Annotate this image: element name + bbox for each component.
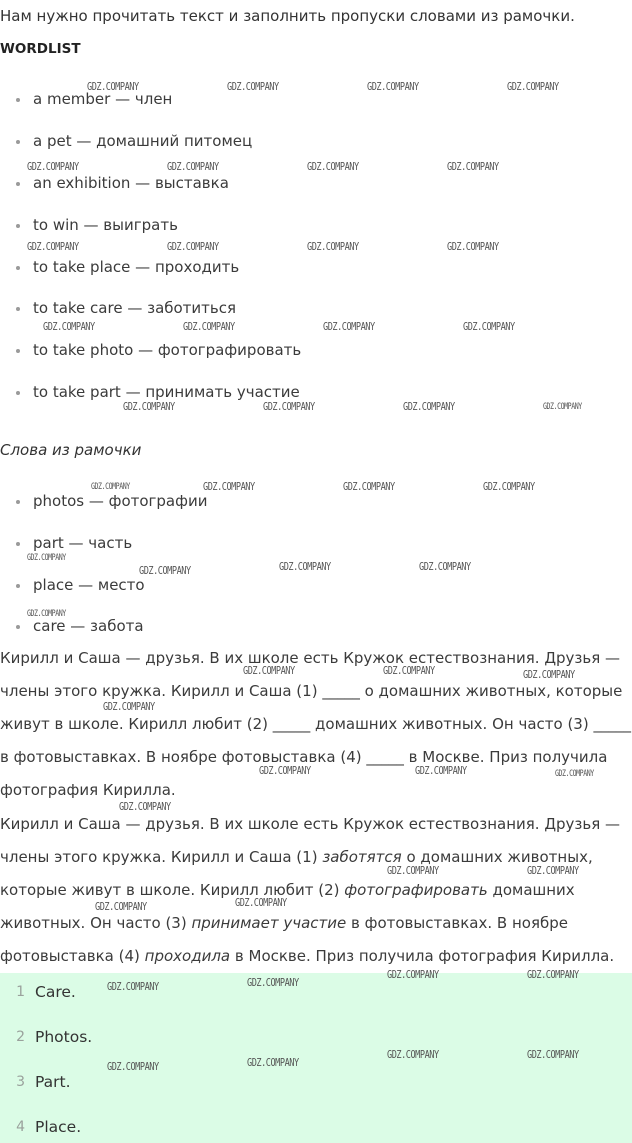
watermark: GDZ.COMPANY <box>279 560 331 573</box>
text-line: фотография Кирилла. <box>0 781 176 799</box>
watermark: GDZ.COMPANY <box>447 240 499 253</box>
watermark: GDZ.COMPANY <box>523 668 575 681</box>
watermark: GDZ.COMPANY <box>307 160 359 173</box>
watermark: GDZ.COMPANY <box>103 700 155 713</box>
text-line: которые живут в школе. Кирилл любит (2) фотографировать домашних <box>0 881 575 899</box>
watermark: GDZ.COMPANY <box>483 480 535 493</box>
task-instruction: Нам нужно прочитать текст и заполнить пропуски словами из рамочки. <box>0 7 575 25</box>
watermark: GDZ.COMPANY <box>139 564 191 577</box>
bullet-icon <box>16 542 20 546</box>
watermark: GDZ.COMPANY <box>307 240 359 253</box>
watermark: GDZ.COMPANY <box>87 80 139 93</box>
watermark: GDZ.COMPANY <box>243 664 295 677</box>
text-line: члены этого кружка. Кирилл и Саша (1) _____ о домашних животных, которые <box>0 682 623 700</box>
watermark: GDZ.COMPANY <box>543 402 582 412</box>
watermark: GDZ.COMPANY <box>91 482 130 492</box>
frame-title: Слова из рамочки <box>0 441 142 459</box>
watermark: GDZ.COMPANY <box>387 1048 439 1061</box>
bullet-icon <box>16 349 20 353</box>
watermark: GDZ.COMPANY <box>203 480 255 493</box>
watermark: GDZ.COMPANY <box>107 1060 159 1073</box>
watermark: GDZ.COMPANY <box>367 80 419 93</box>
watermark: GDZ.COMPANY <box>247 976 299 989</box>
watermark: GDZ.COMPANY <box>259 764 311 777</box>
text-line: Кирилл и Саша — друзья. В их школе есть Кружок естествознания. Друзья — <box>0 649 621 667</box>
watermark: GDZ.COMPANY <box>247 1056 299 1069</box>
watermark: GDZ.COMPANY <box>123 400 175 413</box>
watermark: GDZ.COMPANY <box>527 864 579 877</box>
bullet-icon <box>16 182 20 186</box>
answer-word: принимает участие <box>191 914 347 932</box>
watermark: GDZ.COMPANY <box>527 1048 579 1061</box>
watermark: GDZ.COMPANY <box>527 968 579 981</box>
bullet-icon <box>16 224 20 228</box>
bullet-icon <box>16 391 20 395</box>
watermark: GDZ.COMPANY <box>343 480 395 493</box>
answer-word: заботятся <box>322 848 402 866</box>
watermark: GDZ.COMPANY <box>227 80 279 93</box>
text-line: фотовыставка (4) проходила в Москве. Приз получила фотография Кирилла. <box>0 947 615 965</box>
wordlist-title: WORDLIST <box>0 41 81 57</box>
watermark: GDZ.COMPANY <box>27 609 66 619</box>
answer-word: проходила <box>144 947 231 965</box>
watermark: GDZ.COMPANY <box>387 968 439 981</box>
watermark: GDZ.COMPANY <box>167 240 219 253</box>
watermark: GDZ.COMPANY <box>107 980 159 993</box>
bullet-icon <box>16 98 20 102</box>
text-line: живут в школе. Кирилл любит (2) _____ домашних животных. Он часто (3) _____ <box>0 715 631 733</box>
watermark: GDZ.COMPANY <box>27 160 79 173</box>
watermark: GDZ.COMPANY <box>235 896 287 909</box>
watermark: GDZ.COMPANY <box>27 553 66 563</box>
watermark: GDZ.COMPANY <box>27 240 79 253</box>
watermark: GDZ.COMPANY <box>555 769 594 779</box>
answer-word: фотографировать <box>344 881 488 899</box>
bullet-icon <box>16 266 20 270</box>
text-line: Кирилл и Саша — друзья. В их школе есть Кружок естествознания. Друзья — <box>0 815 621 833</box>
watermark: GDZ.COMPANY <box>387 864 439 877</box>
watermark: GDZ.COMPANY <box>119 800 171 813</box>
watermark: GDZ.COMPANY <box>463 320 515 333</box>
bullet-icon <box>16 140 20 144</box>
watermark: GDZ.COMPANY <box>323 320 375 333</box>
watermark: GDZ.COMPANY <box>183 320 235 333</box>
watermark: GDZ.COMPANY <box>383 664 435 677</box>
text-line: животных. Он часто (3) принимает участие в фотовыставках. В ноябре <box>0 914 568 932</box>
watermark: GDZ.COMPANY <box>95 900 147 913</box>
watermark: GDZ.COMPANY <box>415 764 467 777</box>
watermark: GDZ.COMPANY <box>43 320 95 333</box>
watermark: GDZ.COMPANY <box>263 400 315 413</box>
bullet-icon <box>16 500 20 504</box>
watermark: GDZ.COMPANY <box>403 400 455 413</box>
task-text <box>0 642 632 807</box>
bullet-icon <box>16 307 20 311</box>
text-line: в фотовыставках. В ноябре фотовыставка (4) _____ в Москве. Приз получила <box>0 748 608 766</box>
watermark: GDZ.COMPANY <box>447 160 499 173</box>
bullet-icon <box>16 584 20 588</box>
watermark: GDZ.COMPANY <box>419 560 471 573</box>
text-line: члены этого кружка. Кирилл и Саша (1) заботятся о домашних животных, <box>0 848 593 866</box>
answers-box: 1 Care. 2 Photos. 3 Part. 4 Place. <box>0 973 632 1143</box>
watermark: GDZ.COMPANY <box>507 80 559 93</box>
filled-text <box>0 808 632 973</box>
bullet-icon <box>16 625 20 629</box>
watermark: GDZ.COMPANY <box>167 160 219 173</box>
